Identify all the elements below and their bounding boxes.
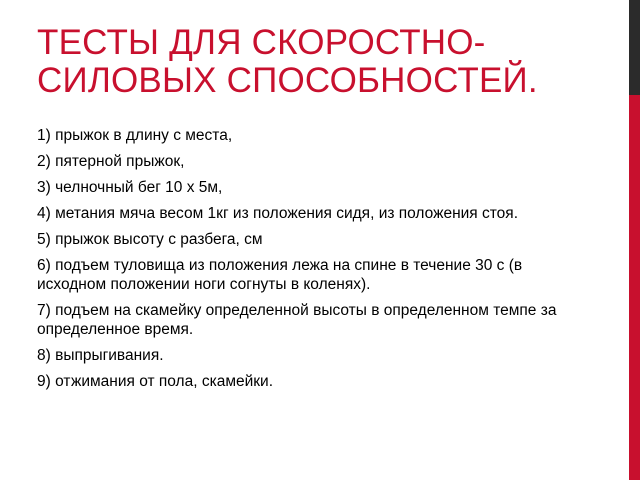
list-item: 1) прыжок в длину с места, — [37, 127, 233, 144]
list-item: 8) выпрыгивания. — [37, 347, 164, 364]
edge-bar-accent — [629, 95, 640, 480]
list-item: 4) метания мяча весом 1кг из положения сидя, из положения стоя. — [37, 205, 518, 222]
slide-title — [37, 24, 597, 100]
slide-title-line-2: СИЛОВЫХ СПОСОБНОСТЕЙ. — [37, 61, 538, 100]
list-item: 7) подъем на скамейку определенной высоты в определенном темпе за определенное время. — [37, 302, 557, 338]
list-item: 2) пятерной прыжок, — [37, 153, 185, 170]
list-item: 3) челночный бег 10 х 5м, — [37, 179, 223, 196]
test-list — [37, 126, 585, 398]
slide-title-line-1: ТЕСТЫ ДЛЯ СКОРОСТНО- — [37, 23, 486, 62]
edge-bar-dark — [629, 0, 640, 95]
list-item: 6) подъем туловища из положения лежа на спине в течение 30 с (в исходном положении ноги согнуты в коленях). — [37, 257, 523, 293]
list-item: 5) прыжок высоту с разбега, см — [37, 231, 263, 248]
list-item: 9) отжимания от пола, скамейки. — [37, 373, 274, 390]
